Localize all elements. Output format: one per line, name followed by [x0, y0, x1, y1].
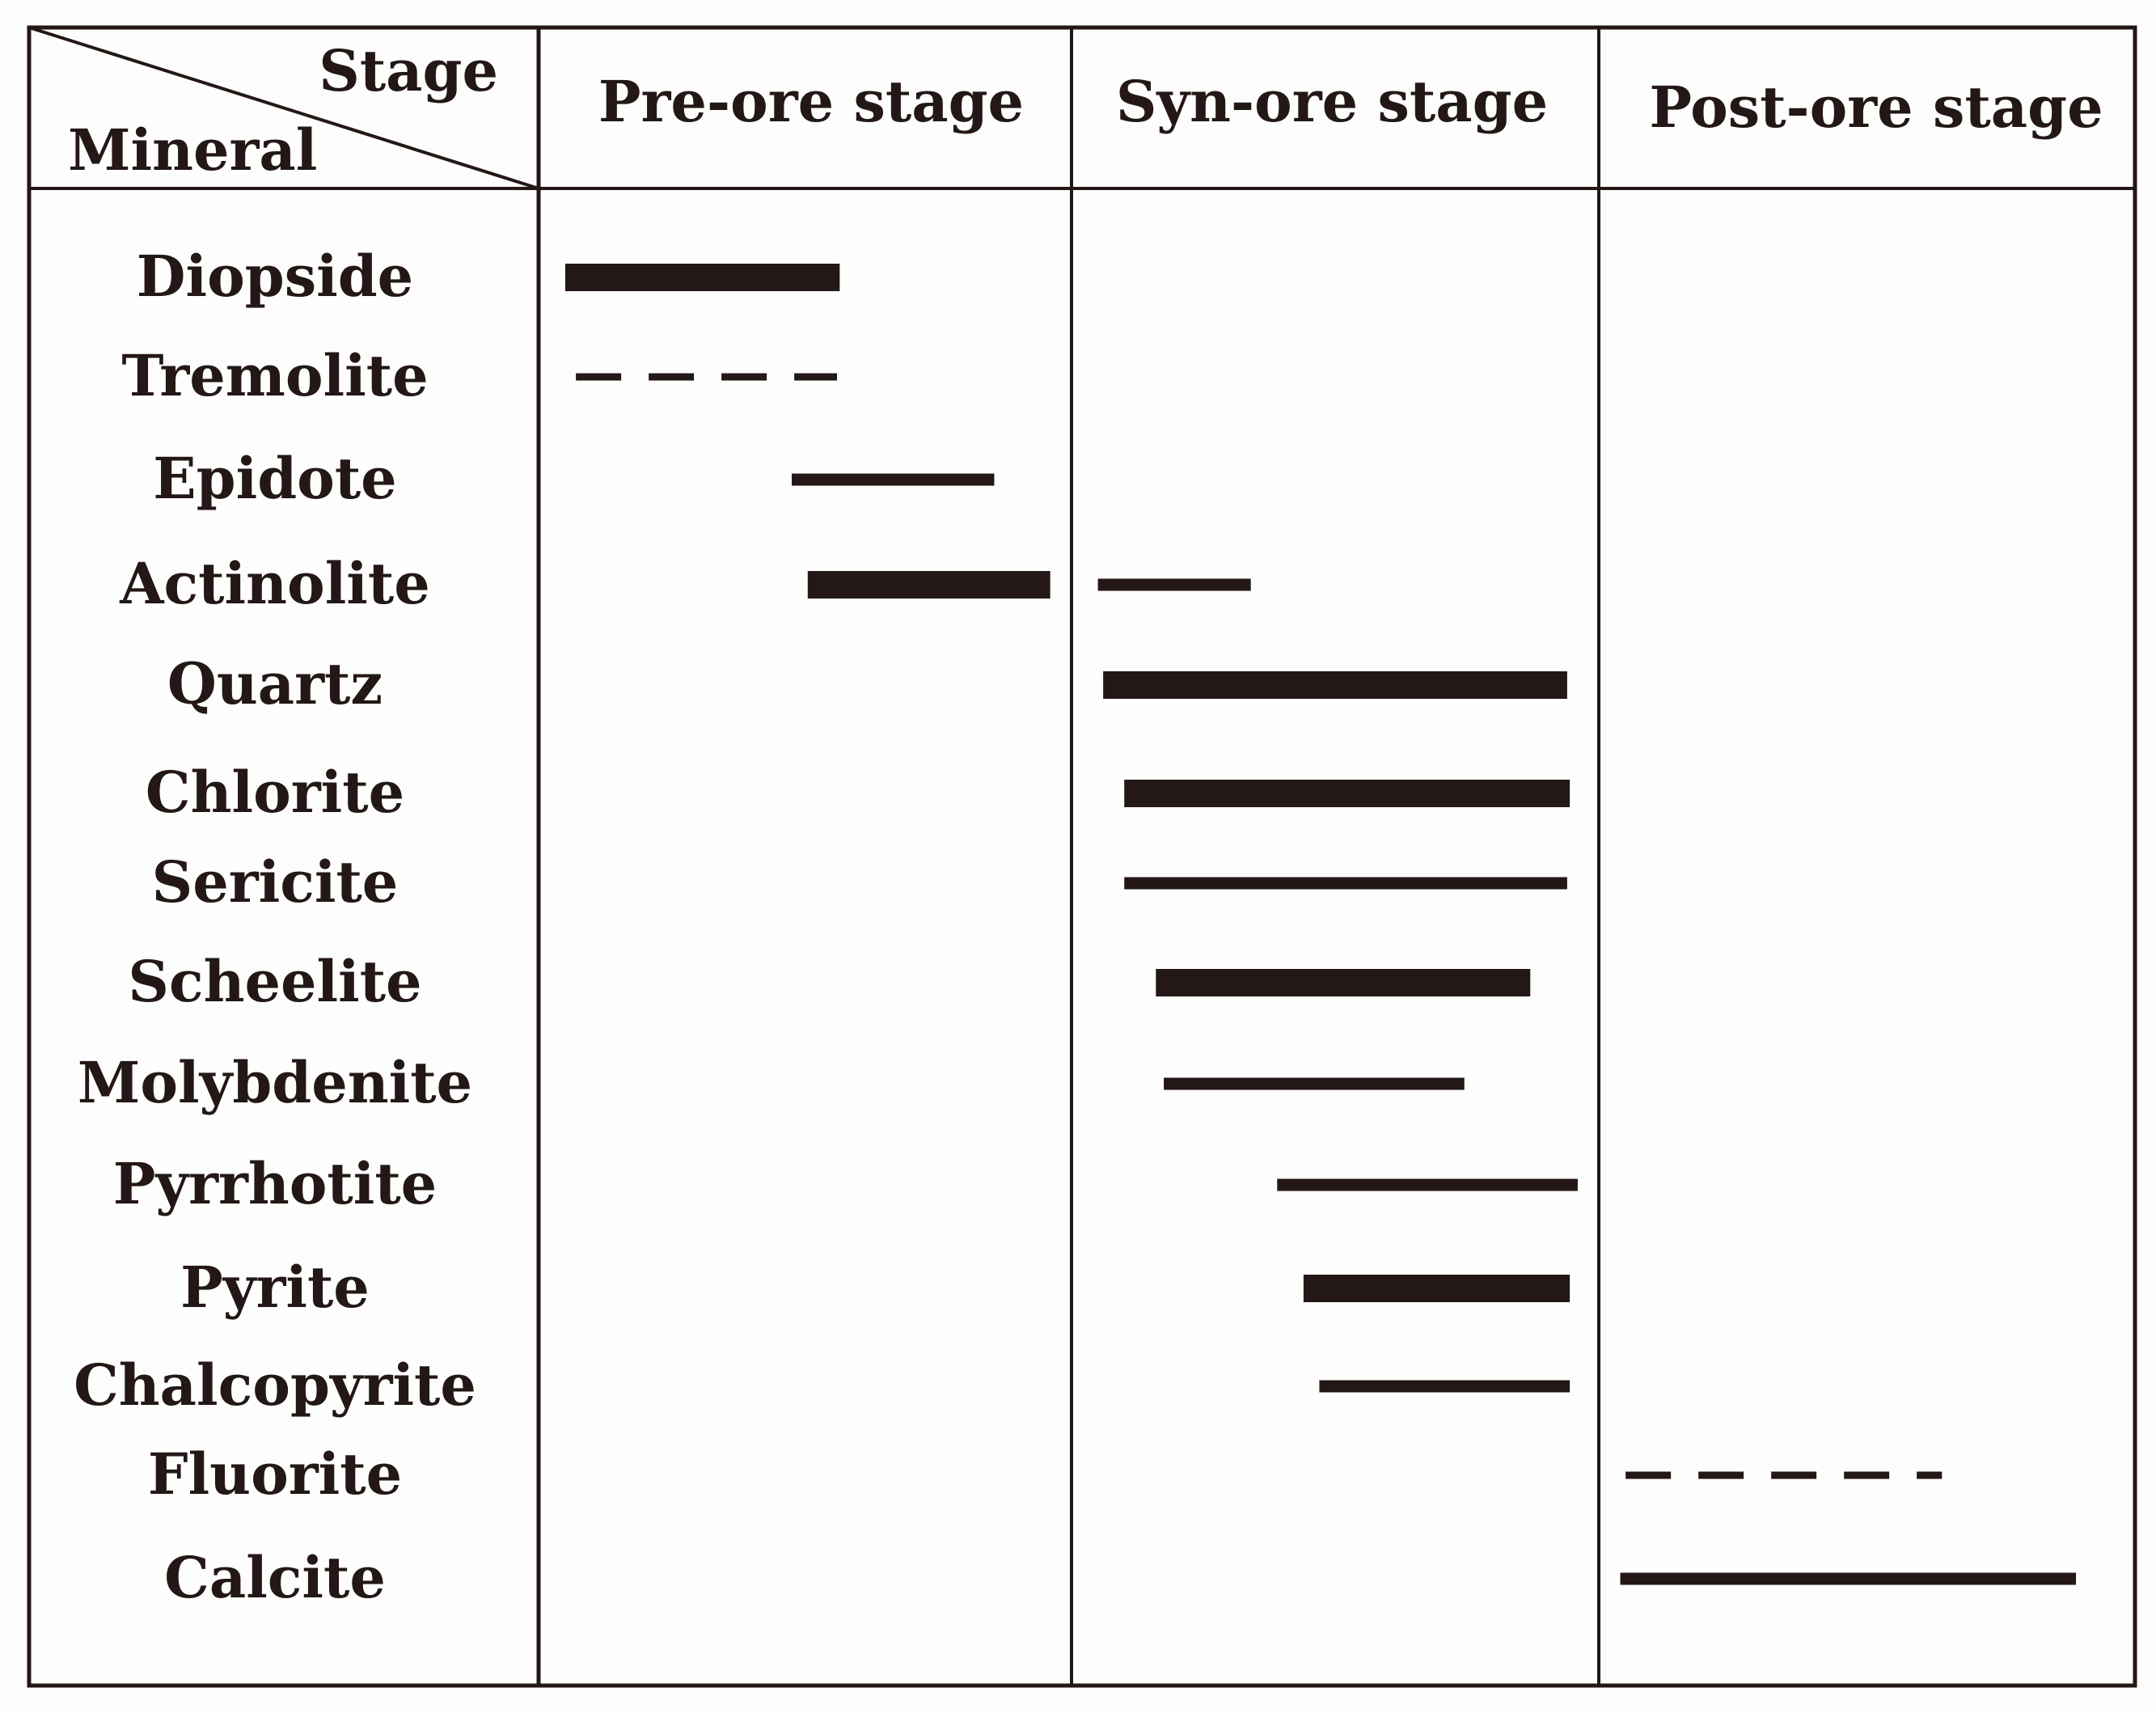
mineral-label: Chlorite	[145, 759, 405, 826]
mineral-label: Tremolite	[121, 342, 429, 409]
mineral-label: Sericite	[151, 848, 399, 916]
mineral-label: Chalcopyrite	[74, 1352, 476, 1419]
mineral-label: Diopside	[136, 243, 414, 310]
mineral-label: Pyrite	[180, 1254, 370, 1321]
mineral-label: Actinolite	[120, 550, 430, 617]
stage-header-post-ore: Post-ore stage	[1649, 74, 2103, 141]
stage-header-syn-ore: Syn-ore stage	[1115, 68, 1549, 135]
mineral-label: Quartz	[167, 650, 383, 717]
mineral-label: Epidote	[153, 445, 397, 512]
mineral-label: Fluorite	[147, 1440, 403, 1508]
mineral-label: Calcite	[164, 1544, 386, 1611]
mineral-label: Scheelite	[128, 948, 422, 1015]
mineral-label: Pyrrhotite	[112, 1150, 438, 1217]
mineral-label: Molybdenite	[77, 1049, 473, 1116]
corner-label-mineral: Mineral	[68, 116, 318, 184]
stage-header-pre-ore: Pre-ore stage	[598, 68, 1025, 135]
corner-label-stage: Stage	[319, 37, 498, 104]
